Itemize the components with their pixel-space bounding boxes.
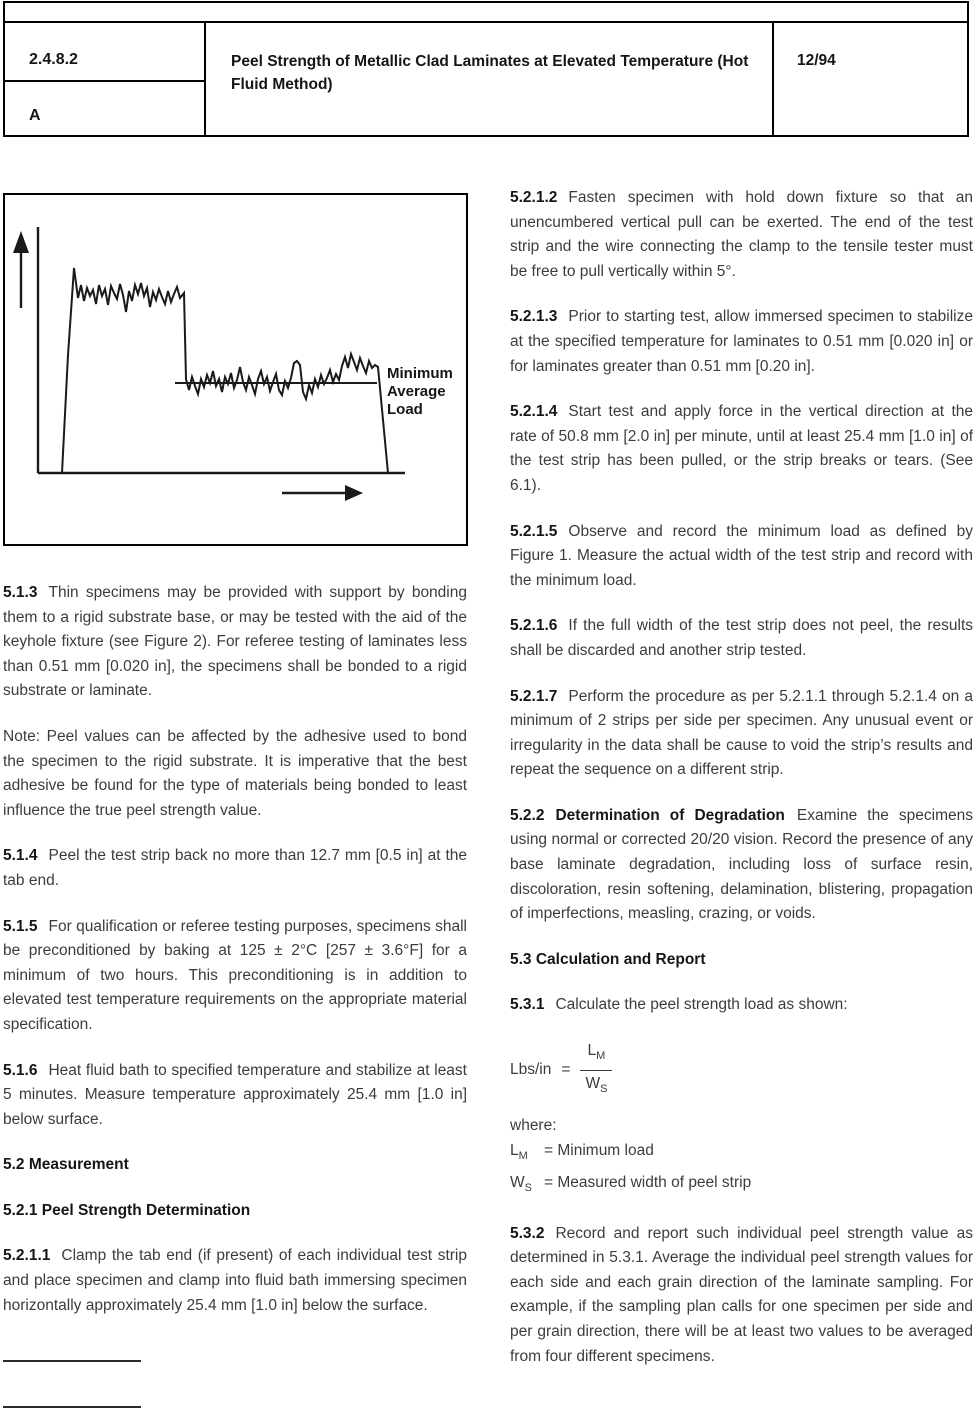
section-text: Start test and apply force in the vertical direction at the rate of 50.8 mm [2.0 in] per minute, until at least 25.4 mm [1.0 in] of the test strip has been pulled, or the strip breaks or tears. (See 6.1). [510, 403, 973, 494]
section-text: Fasten specimen with hold down fixture so that an unencumbered vertical pull can be exerted. The end of the test strip and the wire connecting the clamp to the tensile tester must be free to pull vertically within 5°. [510, 189, 973, 280]
document-number: 2.4.8.2 [29, 51, 78, 68]
section-5-2-1-7 [510, 685, 973, 783]
section-text: Prior to starting test, allow immersed specimen to stabilize at the specified temperature for laminates to 0.51 mm [0.020 in] or for laminates greater than 0.51 mm [0.20 in]. [510, 308, 973, 375]
where-label: where: [510, 1117, 557, 1135]
section-number: 5.2.1.4 [510, 403, 558, 421]
section-number: 5.2.2 [510, 806, 545, 824]
section-number: 5.2.1.3 [510, 308, 558, 326]
section-number: 5.3.2 [510, 1224, 545, 1242]
section-text: Clamp the tab end (if present) of each individual test strip and place specimen and clamp into fluid bath immersing specimen horizontally approximately 25.4 mm [1.0 in] below the surface. [3, 1247, 467, 1314]
section-5-2-1-6 [510, 614, 973, 663]
section-text: Record and report such individual peel strength value as determined in 5.3.1. Average the individual peel strength values for each side and each grain direction of the laminate sampling. For example, if the sampling plan calls for one specimen per side and per grain direction, there will be at least two values to be averaged from four different specimens. [510, 1224, 973, 1365]
formula-fraction [580, 1039, 612, 1101]
section-number: 5.1.3 [3, 584, 38, 601]
figure-load-trace [3, 193, 468, 546]
section-5-1-6 [3, 1059, 467, 1133]
section-number: 5.3.1 [510, 996, 545, 1014]
section-number: 5.2.1.7 [510, 687, 558, 705]
formula-numerator: $L_M$ [580, 1039, 612, 1071]
section-number: 5.1.4 [3, 847, 38, 865]
section-text: Examine the specimens using normal or corrected 20/20 vision. Record the presence of any base laminate degradation, including loss of surface resin, discoloration, resin softening, delamination, blistering, propagation of imperfections, measling, crazing, or voids. [510, 806, 973, 923]
section-5-2-1-5 [510, 520, 973, 594]
section-text: If the full width of the test strip does not peel, the results shall be discarded and another strip tested. [510, 617, 973, 659]
right-arrow-icon [282, 485, 363, 501]
up-arrow-icon [13, 231, 29, 308]
document-revision: A [29, 107, 41, 124]
footnote-rule-2 [3, 1406, 141, 1408]
header-top-band [3, 1, 969, 23]
figure-curve [62, 268, 388, 473]
section-text: Thin specimens may be provided with support by bonding them to a rigid substrate base, or may be tested with the aid of the keyhole fixture (see Figure 2). For referee testing of laminates less than 0.51 mm [0.020 in], the specimens shall be bonded to a rigid substrate or laminate. [3, 584, 467, 700]
section-text: Perform the procedure as per 5.2.1.1 through 5.2.1.4 on a minimum of 2 strips per side per specimen. Any unusual event or irregularity in the data shall be cause to void the strip’s results and repeat the sequence on a different strip. [510, 687, 973, 779]
section-5-1-5 [3, 915, 467, 1038]
footnote-rule-1 [3, 1360, 141, 1362]
where-line-minimum-load: $L_M$ = Minimum load [510, 1142, 654, 1163]
section-text: Calculate the peel strength load as shown: [555, 996, 848, 1014]
header-table [3, 21, 969, 137]
formula-equals: = [561, 1060, 571, 1078]
section-text: Heat fluid bath to specified temperature and stabilize at least 5 minutes. Measure temperature approximately 25.4 mm [1.0 in] below surface. [3, 1061, 467, 1128]
header-divider-horizontal [5, 80, 204, 82]
section-number: 5.1.6 [3, 1061, 38, 1079]
heading-5-3: 5.3 Calculation and Report [510, 950, 706, 968]
section-number: 5.2.1.2 [510, 189, 558, 206]
section-number: 5.1.5 [3, 917, 38, 935]
section-text: Note: Peel values can be affected by the adhesive used to bond the specimen to the rigid substrate. It is imperative that the best adhesive be found for the type of materials being bonded to least influence the true peel strength value. [3, 727, 467, 819]
right-column [510, 186, 973, 1390]
section-text: Peel the test strip back no more than 12.7 mm [0.5 in] at the tab end. [3, 847, 467, 889]
left-column [3, 581, 467, 1339]
section-number: 5.2.1.5 [510, 522, 558, 540]
section-5-1-4 [3, 844, 467, 893]
figure-label-minimum-average-load: Minimum Average Load [387, 365, 453, 418]
section-text: Observe and record the minimum load as defined by Figure 1. Measure the actual width of the test strip and record with the minimum load. [510, 522, 973, 589]
section-number: 5.2.1.1 [3, 1247, 51, 1265]
note-paragraph [3, 725, 467, 823]
where-line-width: $W_S$ = Measured width of peel strip [510, 1173, 752, 1194]
section-5-2-1-4 [510, 400, 973, 498]
formula-denominator: $W_S$ [585, 1074, 608, 1095]
section-5-2-1-2 [510, 186, 973, 284]
peel-strength-formula [510, 1039, 973, 1101]
section-5-3-1 [510, 993, 973, 1018]
formula-legend [510, 1113, 973, 1200]
section-5-1-3 [3, 581, 467, 704]
header-divider-vertical-2 [772, 23, 774, 135]
section-5-2-2 [510, 804, 973, 927]
document-title: Peel Strength of Metallic Clad Laminates at Elevated Temperature (Hot Fluid Method) [231, 53, 749, 93]
section-5-2-1-1 [3, 1244, 467, 1318]
section-5-3-2 [510, 1222, 973, 1370]
header-divider-vertical-1 [204, 23, 206, 135]
section-number: 5.2.1.6 [510, 617, 558, 635]
heading-5-2: 5.2 Measurement [3, 1156, 129, 1174]
document-date: 12/94 [797, 52, 836, 69]
section-run-in-title: Determination of Degradation [555, 806, 785, 824]
heading-5-2-1: 5.2.1 Peel Strength Determination [3, 1201, 251, 1219]
formula-lhs: Lbs/in [510, 1060, 552, 1078]
section-text: For qualification or referee testing purposes, specimens shall be preconditioned by baking at 125 ± 2°C [257 ± 3.6°F] for a minimum of two hours. This preconditioning is in addition to elevated test temperature requirements on the appropriate material specification. [3, 917, 467, 1033]
section-5-2-1-3 [510, 305, 973, 379]
